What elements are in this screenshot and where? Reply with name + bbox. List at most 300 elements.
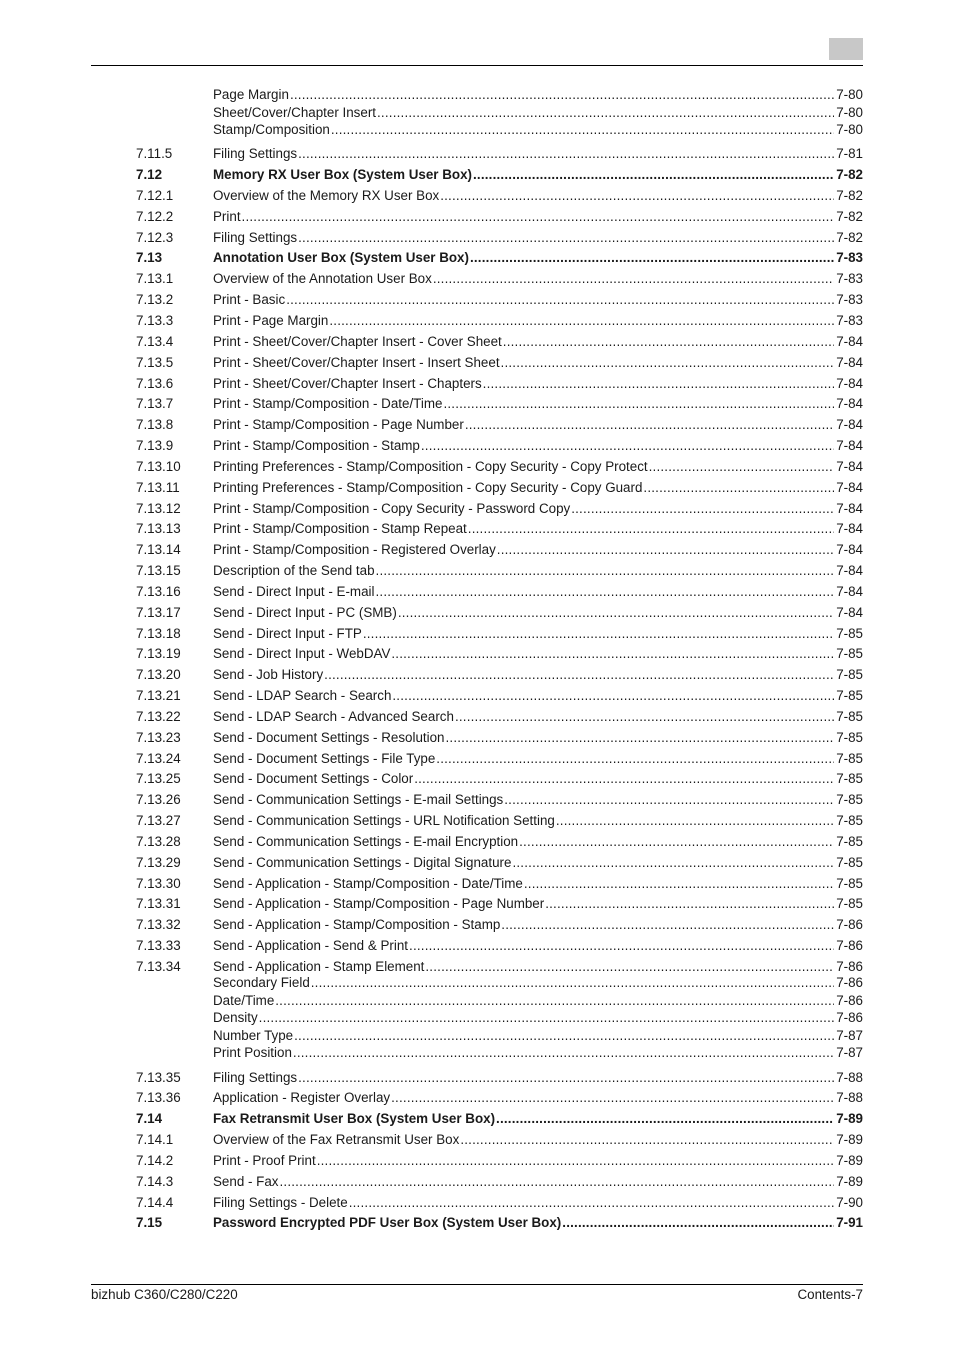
- footer-page-label: Contents-7: [797, 1287, 863, 1302]
- toc-entry-line: [213, 250, 863, 266]
- toc-entry[interactable]: [0, 751, 954, 767]
- toc-entry[interactable]: [0, 87, 954, 103]
- toc-entry-line: [213, 417, 863, 433]
- toc-entry[interactable]: [0, 709, 954, 725]
- toc-entry-line: [213, 563, 863, 579]
- toc-entry-title: Send - Application - Send & Print: [213, 938, 409, 953]
- dot-leader: [324, 667, 834, 683]
- toc-entry[interactable]: [0, 250, 954, 266]
- dot-leader: [465, 417, 834, 433]
- toc-entry-title: Printing Preferences - Stamp/Composition - Copy Security - Copy Protect: [213, 459, 648, 474]
- dot-leader: [391, 1090, 834, 1106]
- toc-entry-number: 7.13.7: [136, 396, 174, 411]
- toc-entry-page: 7-82: [836, 188, 863, 203]
- toc-entry-line: [213, 87, 863, 103]
- toc-entry[interactable]: [0, 146, 954, 162]
- toc-entry-number: 7.12.3: [136, 230, 174, 245]
- dot-leader: [436, 751, 834, 767]
- toc-entry-title: Send - Application - Stamp Element: [213, 959, 425, 974]
- toc-entry-number: 7.13.9: [136, 438, 174, 453]
- toc-entry-line: [213, 993, 863, 1009]
- dot-leader: [294, 1028, 834, 1044]
- toc-entry[interactable]: [0, 355, 954, 371]
- toc-entry-page: 7-85: [836, 751, 863, 766]
- dot-leader: [545, 896, 834, 912]
- toc-entry-line: [213, 646, 863, 662]
- toc-entry-page: 7-91: [836, 1215, 863, 1230]
- toc-entry-number: 7.13.17: [136, 605, 181, 620]
- toc-entry[interactable]: [0, 646, 954, 662]
- dot-leader: [293, 1045, 834, 1061]
- toc-entry-title: Send - LDAP Search - Search: [213, 688, 392, 703]
- toc-entry-title: Send - Communication Settings - E-mail Settings: [213, 792, 504, 807]
- toc-entry-page: 7-87: [836, 1045, 863, 1060]
- toc-entry-page: 7-80: [836, 87, 863, 102]
- toc-entry-title: Password Encrypted PDF User Box (System User Box): [213, 1215, 562, 1230]
- toc-entry-number: 7.13: [136, 250, 163, 265]
- toc-entry[interactable]: [0, 771, 954, 787]
- dot-leader: [562, 1215, 834, 1231]
- toc-entry-title: Page Margin: [213, 87, 289, 102]
- toc-entry-title: Print - Sheet/Cover/Chapter Insert - Insert Sheet: [213, 355, 500, 370]
- toc-entry[interactable]: [0, 688, 954, 704]
- toc-entry-line: [213, 396, 863, 412]
- toc-entry[interactable]: [0, 1132, 954, 1148]
- toc-entry-line: [213, 1153, 863, 1169]
- toc-entry-line: [213, 917, 863, 933]
- toc-entry-page: 7-83: [836, 292, 863, 307]
- toc-entry-title: Send - LDAP Search - Advanced Search: [213, 709, 454, 724]
- toc-entry-title: Sheet/Cover/Chapter Insert: [213, 105, 377, 120]
- dot-leader: [497, 542, 834, 558]
- toc-entry-title: Number Type: [213, 1028, 294, 1043]
- dot-leader: [377, 105, 834, 121]
- toc-entry[interactable]: [0, 834, 954, 850]
- toc-entry-page: 7-84: [836, 605, 863, 620]
- toc-entry-line: [213, 605, 863, 621]
- toc-entry-number: 7.13.4: [136, 334, 174, 349]
- dot-leader: [317, 1153, 834, 1169]
- toc-entry-number: 7.13.24: [136, 751, 181, 766]
- toc-entry[interactable]: [0, 667, 954, 683]
- toc-entry-title: Description of the Send tab: [213, 563, 375, 578]
- toc-entry-number: 7.13.25: [136, 771, 181, 786]
- toc-entry-title: Send - Job History: [213, 667, 324, 682]
- toc-entry-title: Send - Communication Settings - URL Notification Setting: [213, 813, 555, 828]
- toc-entry-number: 7.13.15: [136, 563, 181, 578]
- toc-entry-page: 7-85: [836, 646, 863, 661]
- toc-entry-number: 7.13.1: [136, 271, 174, 286]
- toc-entry-number: 7.13.28: [136, 834, 181, 849]
- dot-leader: [376, 563, 835, 579]
- toc-entry-page: 7-84: [836, 438, 863, 453]
- toc-entry-line: [213, 813, 863, 829]
- toc-entry[interactable]: [0, 167, 954, 183]
- toc-entry-line: [213, 626, 863, 642]
- dot-leader: [242, 209, 835, 225]
- toc-entry-page: 7-84: [836, 542, 863, 557]
- toc-entry-line: [213, 1132, 863, 1148]
- toc-entry-number: 7.13.36: [136, 1090, 181, 1105]
- toc-entry-line: [213, 188, 863, 204]
- toc-entry-line: [213, 480, 863, 496]
- toc-entry-line: [213, 542, 863, 558]
- toc-entry-page: 7-85: [836, 876, 863, 891]
- toc-entry-title: Filing Settings: [213, 1070, 298, 1085]
- toc-entry-line: [213, 271, 863, 287]
- toc-entry-title: Send - Fax: [213, 1174, 279, 1189]
- dot-leader: [363, 626, 834, 642]
- toc-entry-number: 7.13.11: [136, 480, 180, 495]
- toc-entry[interactable]: [0, 1195, 954, 1211]
- toc-entry[interactable]: [0, 896, 954, 912]
- toc-entry-number: 7.13.19: [136, 646, 181, 661]
- toc-entry-line: [213, 355, 863, 371]
- dot-leader: [501, 917, 834, 933]
- toc-entry[interactable]: [0, 584, 954, 600]
- toc-entry-page: 7-84: [836, 480, 863, 495]
- toc-entry-title: Overview of the Memory RX User Box: [213, 188, 440, 203]
- toc-entry-title: Overview of the Annotation User Box: [213, 271, 432, 286]
- dot-leader: [556, 813, 834, 829]
- toc-entry[interactable]: [0, 396, 954, 412]
- toc-entry[interactable]: [0, 313, 954, 329]
- toc-entry-line: [213, 1174, 863, 1190]
- toc-entry-title: Memory RX User Box (System User Box): [213, 167, 472, 182]
- toc-entry-title: Stamp/Composition: [213, 122, 330, 137]
- toc-entry-page: 7-84: [836, 376, 863, 391]
- toc-entry[interactable]: [0, 417, 954, 433]
- toc-entry-number: 7.12.2: [136, 209, 174, 224]
- dot-leader: [460, 1132, 834, 1148]
- toc-entry-number: 7.13.18: [136, 626, 181, 641]
- toc-entry-page: 7-89: [836, 1174, 863, 1189]
- toc-entry-page: 7-84: [836, 584, 863, 599]
- toc-entry-title: Send - Application - Stamp/Composition - Stamp: [213, 917, 501, 932]
- toc-entry-page: 7-84: [836, 396, 863, 411]
- toc-entry-line: [213, 1111, 863, 1127]
- toc-entry-number: 7.13.2: [136, 292, 174, 307]
- toc-entry-page: 7-84: [836, 417, 863, 432]
- toc-entry[interactable]: [0, 959, 954, 975]
- toc-entry-line: [213, 667, 863, 683]
- toc-entry-number: 7.13.13: [136, 521, 181, 536]
- toc-entry-line: [213, 771, 863, 787]
- toc-entry[interactable]: [0, 1010, 954, 1026]
- toc-entry-page: 7-86: [836, 993, 863, 1008]
- toc-entry-title: Date/Time: [213, 993, 275, 1008]
- toc-entry-line: [213, 105, 863, 121]
- toc-entry-title: Send - Document Settings - Color: [213, 771, 414, 786]
- toc-entry[interactable]: [0, 855, 954, 871]
- toc-entry-number: 7.13.30: [136, 876, 181, 891]
- toc-entry-number: 7.14: [136, 1111, 163, 1126]
- dot-leader: [298, 146, 834, 162]
- toc-entry-line: [213, 438, 863, 454]
- toc-entry[interactable]: [0, 376, 954, 392]
- toc-entry-page: 7-88: [836, 1090, 863, 1105]
- toc-entry-line: [213, 146, 863, 162]
- toc-entry-title: Print Position: [213, 1045, 292, 1060]
- dot-leader: [421, 438, 834, 454]
- toc-entry-page: 7-82: [836, 167, 863, 182]
- toc-entry-number: 7.13.34: [136, 959, 181, 974]
- toc-entry-page: 7-86: [836, 975, 863, 990]
- toc-entry-line: [213, 334, 863, 350]
- toc-entry[interactable]: [0, 1090, 954, 1106]
- dot-leader: [275, 993, 834, 1009]
- toc-entry-line: [213, 122, 863, 138]
- toc-entry-line: [213, 230, 863, 246]
- toc-entry-page: 7-84: [836, 563, 863, 578]
- toc-entry-number: 7.13.12: [136, 501, 181, 516]
- toc-entry[interactable]: [0, 521, 954, 537]
- toc-entry-number: 7.14.4: [136, 1195, 174, 1210]
- toc-entry-line: [213, 834, 863, 850]
- toc-entry-page: 7-85: [836, 792, 863, 807]
- toc-entry-page: 7-89: [836, 1132, 863, 1147]
- toc-entry[interactable]: [0, 501, 954, 517]
- toc-entry-number: 7.13.10: [136, 459, 181, 474]
- toc-entry-title: Send - Communication Settings - E-mail Encryption: [213, 834, 519, 849]
- toc-entry[interactable]: [0, 605, 954, 621]
- toc-entry[interactable]: [0, 542, 954, 558]
- toc-entry-line: [213, 521, 863, 537]
- toc-entry-line: [213, 896, 863, 912]
- toc-entry-page: 7-86: [836, 938, 863, 953]
- toc-entry-line: [213, 1070, 863, 1086]
- toc-entry-title: Print - Stamp/Composition - Stamp: [213, 438, 420, 453]
- toc-entry-number: 7.13.31: [136, 896, 181, 911]
- toc-entry[interactable]: [0, 271, 954, 287]
- toc-entry-number: 7.13.3: [136, 313, 174, 328]
- toc-entry[interactable]: [0, 975, 954, 991]
- toc-entry[interactable]: [0, 1070, 954, 1086]
- toc-entry-line: [213, 709, 863, 725]
- toc-entry-title: Overview of the Fax Retransmit User Box: [213, 1132, 460, 1147]
- toc-entry-title: Send - Application - Stamp/Composition - Page Number: [213, 896, 545, 911]
- dot-leader: [504, 792, 834, 808]
- toc-entry-title: Send - Direct Input - FTP: [213, 626, 362, 641]
- toc-entry-line: [213, 975, 863, 991]
- dot-leader: [470, 250, 834, 266]
- toc-entry-page: 7-86: [836, 959, 863, 974]
- toc-entry-page: 7-86: [836, 1010, 863, 1025]
- toc-entry[interactable]: [0, 938, 954, 954]
- toc-entry-line: [213, 292, 863, 308]
- toc-entry-line: [213, 376, 863, 392]
- toc-entry-line: [213, 688, 863, 704]
- dot-leader: [496, 1111, 834, 1127]
- dot-leader: [468, 521, 834, 537]
- toc-entry-title: Filing Settings: [213, 230, 298, 245]
- toc-entry-page: 7-86: [836, 917, 863, 932]
- toc-entry-title: Send - Communication Settings - Digital Signature: [213, 855, 512, 870]
- toc-entry-title: Fax Retransmit User Box (System User Box): [213, 1111, 496, 1126]
- toc-entry-title: Send - Document Settings - Resolution: [213, 730, 445, 745]
- toc-entry-number: 7.13.8: [136, 417, 174, 432]
- toc-entry-number: 7.13.29: [136, 855, 181, 870]
- dot-leader: [259, 1010, 835, 1026]
- toc-entry[interactable]: [0, 209, 954, 225]
- toc-entry-number: 7.13.6: [136, 376, 174, 391]
- toc-entry-line: [213, 1045, 863, 1061]
- toc-entry-number: 7.13.33: [136, 938, 181, 953]
- toc-entry-page: 7-85: [836, 667, 863, 682]
- toc-entry-number: 7.13.23: [136, 730, 181, 745]
- dot-leader: [512, 855, 834, 871]
- toc-entry-title: Print - Stamp/Composition - Page Number: [213, 417, 464, 432]
- toc-entry[interactable]: [0, 292, 954, 308]
- toc-entry-page: 7-85: [836, 813, 863, 828]
- toc-entry[interactable]: [0, 1028, 954, 1044]
- toc-entry-title: Print - Proof Print: [213, 1153, 316, 1168]
- toc-entry-line: [213, 792, 863, 808]
- toc-entry-page: 7-85: [836, 771, 863, 786]
- toc-entry-title: Print - Stamp/Composition - Stamp Repeat: [213, 521, 467, 536]
- dot-leader: [349, 1195, 834, 1211]
- toc-entry-title: Print - Sheet/Cover/Chapter Insert - Cover Sheet: [213, 334, 502, 349]
- dot-leader: [392, 688, 834, 704]
- toc-entry-title: Secondary Field: [213, 975, 310, 990]
- toc-entry-line: [213, 167, 863, 183]
- toc-entry-page: 7-84: [836, 521, 863, 536]
- toc-entry-page: 7-89: [836, 1111, 863, 1126]
- dot-leader: [329, 313, 834, 329]
- toc-entry-number: 7.13.32: [136, 917, 181, 932]
- toc-entry[interactable]: [0, 438, 954, 454]
- toc-entry[interactable]: [0, 730, 954, 746]
- dot-leader: [571, 501, 834, 517]
- dot-leader: [503, 334, 834, 350]
- toc-entry[interactable]: [0, 993, 954, 1009]
- toc-entry-page: 7-90: [836, 1195, 863, 1210]
- toc-entry[interactable]: [0, 230, 954, 246]
- toc-entry-number: 7.12.1: [136, 188, 174, 203]
- toc-entry[interactable]: [0, 122, 954, 138]
- toc-entry-title: Send - Application - Stamp/Composition - Date/Time: [213, 876, 523, 891]
- toc-entry[interactable]: [0, 626, 954, 642]
- toc-entry-line: [213, 855, 863, 871]
- toc-entry-number: 7.13.5: [136, 355, 174, 370]
- dot-leader: [440, 188, 834, 204]
- toc-entry-page: 7-85: [836, 730, 863, 745]
- toc-entry-number: 7.13.21: [136, 688, 181, 703]
- toc-entry[interactable]: [0, 188, 954, 204]
- toc-entry-title: Filing Settings: [213, 146, 298, 161]
- toc-entry-number: 7.14.3: [136, 1174, 174, 1189]
- toc-entry-page: 7-80: [836, 105, 863, 120]
- toc-entry-number: 7.13.16: [136, 584, 181, 599]
- toc-entry[interactable]: [0, 813, 954, 829]
- toc-entry[interactable]: [0, 1111, 954, 1127]
- toc-entry-page: 7-82: [836, 230, 863, 245]
- toc-entry-page: 7-85: [836, 896, 863, 911]
- toc-entry-page: 7-85: [836, 688, 863, 703]
- toc-entry-page: 7-80: [836, 122, 863, 137]
- toc-entry[interactable]: [0, 563, 954, 579]
- toc-entry-line: [213, 501, 863, 517]
- toc-entry[interactable]: [0, 480, 954, 496]
- dot-leader: [331, 122, 834, 138]
- toc-entry-number: 7.13.26: [136, 792, 181, 807]
- toc-entry-title: Send - Direct Input - WebDAV: [213, 646, 391, 661]
- toc-entry-number: 7.14.1: [136, 1132, 174, 1147]
- dot-leader: [445, 730, 834, 746]
- footer-rule: [91, 1284, 863, 1285]
- header-rule: [91, 65, 863, 66]
- dot-leader: [473, 167, 834, 183]
- toc-entry-line: [213, 959, 863, 975]
- toc-entry[interactable]: [0, 917, 954, 933]
- toc-entry-page: 7-85: [836, 834, 863, 849]
- dot-leader: [443, 396, 834, 412]
- toc-entry-page: 7-82: [836, 209, 863, 224]
- toc-entry-number: 7.14.2: [136, 1153, 174, 1168]
- dot-leader: [433, 271, 834, 287]
- toc-entry-number: 7.13.22: [136, 709, 181, 724]
- toc-entry-title: Send - Document Settings - File Type: [213, 751, 436, 766]
- header-corner-box: [829, 38, 863, 60]
- toc-entry-line: [213, 876, 863, 892]
- toc-entry[interactable]: [0, 459, 954, 475]
- toc-entry[interactable]: [0, 105, 954, 121]
- toc-entry[interactable]: [0, 1215, 954, 1231]
- dot-leader: [376, 584, 835, 600]
- toc-entry[interactable]: [0, 876, 954, 892]
- toc-entry-line: [213, 1090, 863, 1106]
- toc-entry-title: Print - Stamp/Composition - Registered Overlay: [213, 542, 496, 557]
- dot-leader: [649, 459, 835, 475]
- toc-entry[interactable]: [0, 1153, 954, 1169]
- toc-entry-title: Print - Stamp/Composition - Date/Time: [213, 396, 443, 411]
- dot-leader: [311, 975, 834, 991]
- toc-entry-title: Print - Sheet/Cover/Chapter Insert - Chapters: [213, 376, 482, 391]
- toc-entry-number: 7.15: [136, 1215, 163, 1230]
- toc-entry[interactable]: [0, 1174, 954, 1190]
- dot-leader: [298, 230, 834, 246]
- dot-leader: [398, 605, 834, 621]
- toc-entry-line: [213, 1028, 863, 1044]
- toc-entry-number: 7.13.14: [136, 542, 181, 557]
- toc-entry[interactable]: [0, 334, 954, 350]
- toc-entry-page: 7-84: [836, 355, 863, 370]
- dot-leader: [414, 771, 834, 787]
- toc-entry-title: Print - Page Margin: [213, 313, 329, 328]
- toc-entry[interactable]: [0, 792, 954, 808]
- dot-leader: [391, 646, 834, 662]
- toc-entry-line: [213, 1195, 863, 1211]
- toc-entry-page: 7-83: [836, 313, 863, 328]
- toc-entry-page: 7-83: [836, 250, 863, 265]
- toc-entry-title: Print - Basic: [213, 292, 286, 307]
- toc-entry-page: 7-87: [836, 1028, 863, 1043]
- toc-entry-line: [213, 209, 863, 225]
- toc-entry-page: 7-85: [836, 626, 863, 641]
- toc-entry-title: Application - Register Overlay: [213, 1090, 391, 1105]
- dot-leader: [409, 938, 834, 954]
- dot-leader: [280, 1174, 835, 1190]
- dot-leader: [501, 355, 835, 371]
- toc-entry-title: Send - Direct Input - PC (SMB): [213, 605, 397, 620]
- toc-entry[interactable]: [0, 1045, 954, 1061]
- toc-entry-page: 7-89: [836, 1153, 863, 1168]
- dot-leader: [455, 709, 834, 725]
- toc-entry-page: 7-84: [836, 501, 863, 516]
- toc-entry-page: 7-84: [836, 334, 863, 349]
- toc-entry-page: 7-88: [836, 1070, 863, 1085]
- toc-entry-line: [213, 584, 863, 600]
